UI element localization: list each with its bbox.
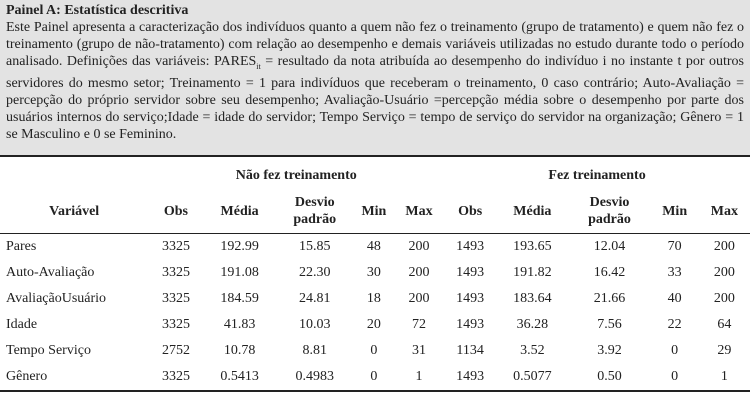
column-header: Média — [204, 189, 276, 234]
table-cell: 8.81 — [302, 343, 328, 358]
table-cell: 21.66 — [593, 291, 626, 306]
column-header: Max — [699, 189, 750, 234]
table-cell: 22 — [667, 317, 682, 332]
table-cell: 1493 — [444, 364, 496, 391]
panel-description-box — [0, 0, 750, 155]
table-cell: 200 — [408, 239, 430, 254]
row-label: Pares — [6, 239, 37, 254]
table-cell: 10.03 — [299, 317, 331, 332]
column-header: Min — [651, 189, 699, 234]
table-cell: 3.52 — [520, 343, 545, 358]
table-cell: 64 — [717, 317, 732, 332]
table-cell: 0.5413 — [204, 364, 276, 391]
table-cell: 3.92 — [597, 343, 622, 358]
table-cell: 22.30 — [299, 265, 331, 280]
table-cell: 200 — [408, 291, 430, 306]
table-cell: 191.82 — [513, 265, 552, 280]
table-row — [0, 338, 750, 364]
row-label: Tempo Serviço — [6, 343, 91, 358]
table-cell: 0 — [370, 343, 378, 358]
table-cell: 193.65 — [513, 239, 552, 254]
table-cell: 1134 — [456, 343, 484, 358]
group-header-empty — [0, 156, 148, 189]
table-cell: 200 — [713, 239, 735, 254]
column-header: Obs — [148, 189, 203, 234]
table-cell: 2752 — [161, 343, 190, 358]
row-label: Idade — [6, 317, 38, 332]
table-cell: 16.42 — [593, 265, 626, 280]
description-part-2: = resultado da nota atribuída ao desempenho do indivíduo i no instante t por outros servidores do mesmo setor; Treinamento = 1 para indivíduos que receberam o treinamento, 0 caso contrário; Auto-Avaliação = percepção do próprio servidor sobre seu desempenho; Avaliação-Usuário =percepção média sobre o desempenho por parte dos usuários internos do serviço;Idade = idade do servidor; Tempo Serviço = tempo de serviço do servidor na organização; Gênero = 1 se Masculino e 0 se Feminino. — [6, 54, 744, 142]
table-cell: 12.04 — [593, 239, 626, 254]
table-cell: 184.59 — [220, 291, 259, 306]
column-header: Obs — [444, 189, 496, 234]
table-cell: 3325 — [161, 317, 190, 332]
table-cell: 0 — [651, 364, 699, 391]
table-cell: 24.81 — [299, 291, 331, 306]
table-cell: 0 — [671, 343, 679, 358]
table-cell: 33 — [667, 265, 682, 280]
table-cell: 72 — [412, 317, 427, 332]
table-cell: 30 — [366, 265, 381, 280]
table-cell: 40 — [667, 291, 682, 306]
column-header: Min — [354, 189, 394, 234]
table-cell: 200 — [713, 291, 735, 306]
table-row — [0, 286, 750, 312]
table-cell: 36.28 — [516, 317, 549, 332]
table-cell: 20 — [366, 317, 381, 332]
panel-description — [6, 19, 744, 143]
table-cell: 3325 — [161, 265, 190, 280]
table-cell: 18 — [366, 291, 381, 306]
group-header-training: Fez treinamento — [444, 156, 750, 189]
description-subscript: it — [256, 61, 261, 71]
column-header: Max — [394, 189, 444, 234]
table-cell: 15.85 — [299, 239, 331, 254]
group-header-row — [0, 156, 750, 189]
table-cell: 1493 — [456, 265, 485, 280]
row-label: AvaliaçãoUsuário — [6, 291, 107, 306]
table-cell: 29 — [717, 343, 732, 358]
table-row — [0, 260, 750, 286]
panel-title: Painel A: Estatística descritiva — [6, 3, 189, 18]
table-cell: 192.99 — [220, 239, 259, 254]
table-cell: 1 — [699, 364, 750, 391]
table-cell: 1 — [394, 364, 444, 391]
descriptive-stats-table — [0, 155, 750, 392]
table-cell: 183.64 — [513, 291, 552, 306]
row-label: Gênero — [0, 364, 148, 391]
table-cell: 0.4983 — [276, 364, 354, 391]
table-row — [0, 364, 750, 391]
table-cell: 7.56 — [597, 317, 622, 332]
table-cell: 31 — [412, 343, 427, 358]
table-cell: 1493 — [456, 291, 485, 306]
group-header-no-training: Não fez treinamento — [148, 156, 444, 189]
column-header: Média — [496, 189, 568, 234]
table-cell: 41.83 — [223, 317, 256, 332]
table-row — [0, 312, 750, 338]
column-header: Desvio padrão — [568, 189, 650, 234]
table-cell: 200 — [713, 265, 735, 280]
table-cell: 200 — [408, 265, 430, 280]
table-cell: 0 — [354, 364, 394, 391]
column-header-row — [0, 189, 750, 234]
table-cell: 70 — [667, 239, 682, 254]
table-cell: 1493 — [456, 239, 485, 254]
table-cell: 191.08 — [220, 265, 259, 280]
table-cell: 3325 — [148, 364, 203, 391]
row-label: Auto-Avaliação — [6, 265, 95, 280]
table-cell: 3325 — [161, 291, 190, 306]
column-header-variable: Variável — [0, 189, 148, 234]
table-cell: 10.78 — [223, 343, 256, 358]
description-part-1: Este Painel apresenta a caracterização dos indivíduos quanto a quem não fez o treinamento (grupo de tratamento) e quem não fez o treinamento (grupo de não-tratamento) com relação ao desempenho e demais variáveis utilizadas no estudo durante todo o período analisado. Definições das variáveis: PARES — [6, 20, 744, 69]
table-row — [0, 234, 750, 261]
table-cell: 0.50 — [568, 364, 650, 391]
table-cell: 0.5077 — [496, 364, 568, 391]
column-header: Desvio padrão — [276, 189, 354, 234]
table-cell: 1493 — [456, 317, 485, 332]
table-cell: 3325 — [161, 239, 190, 254]
table-cell: 48 — [366, 239, 381, 254]
